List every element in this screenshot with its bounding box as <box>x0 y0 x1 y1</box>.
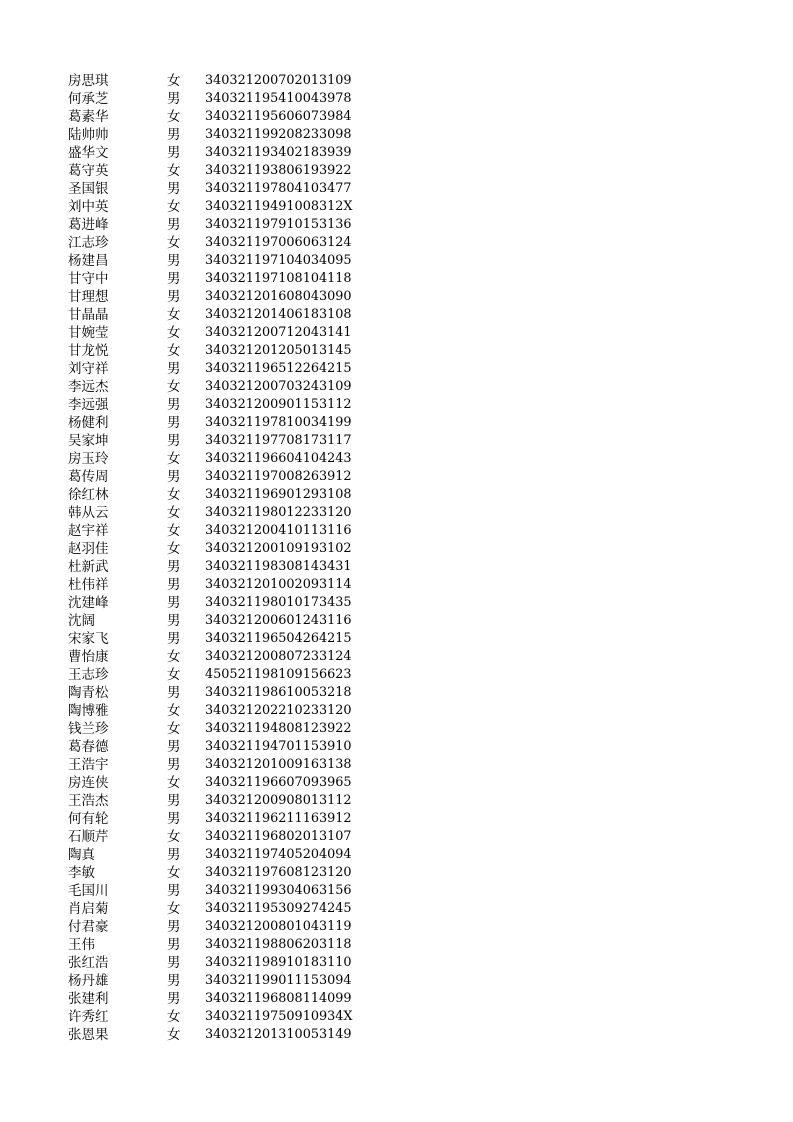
record-gender: 男 <box>167 919 181 935</box>
record-gender: 男 <box>167 91 181 107</box>
record-row <box>0 720 793 738</box>
record-id-number: 340321200702013109 <box>205 73 352 88</box>
record-id-number: 340321198806203118 <box>205 937 352 952</box>
record-row <box>0 666 793 684</box>
record-row <box>0 72 793 90</box>
record-gender: 男 <box>167 847 181 863</box>
record-id-number: 340321196808114099 <box>205 991 352 1006</box>
record-name: 圣国银 <box>68 181 109 197</box>
record-gender: 女 <box>167 505 181 521</box>
record-gender: 男 <box>167 433 181 449</box>
record-id-number: 340321201608043090 <box>205 289 352 304</box>
record-gender: 女 <box>167 199 181 215</box>
record-gender: 男 <box>167 145 181 161</box>
record-gender: 男 <box>167 757 181 773</box>
record-name: 吴家坤 <box>68 433 109 449</box>
record-gender: 男 <box>167 937 181 953</box>
record-row <box>0 882 793 900</box>
record-id-number: 340321199304063156 <box>205 883 352 898</box>
record-name: 何有轮 <box>68 811 109 827</box>
record-gender: 男 <box>167 883 181 899</box>
record-id-number: 340321200601243116 <box>205 613 352 628</box>
record-gender: 男 <box>167 991 181 1007</box>
record-name: 葛守英 <box>68 163 109 179</box>
record-name: 钱兰珍 <box>68 721 109 737</box>
record-name: 王浩杰 <box>68 793 109 809</box>
record-row <box>0 1008 793 1026</box>
record-id-number: 340321200908013112 <box>205 793 352 808</box>
record-gender: 女 <box>167 523 181 539</box>
record-id-number: 340321197405204094 <box>205 847 352 862</box>
record-row <box>0 792 793 810</box>
record-id-number: 340321198012233120 <box>205 505 352 520</box>
record-name: 房玉玲 <box>68 451 109 467</box>
record-row <box>0 972 793 990</box>
record-gender: 女 <box>167 901 181 917</box>
record-row <box>0 774 793 792</box>
record-row <box>0 108 793 126</box>
record-row <box>0 432 793 450</box>
record-gender: 男 <box>167 739 181 755</box>
record-name: 江志珍 <box>68 235 109 251</box>
records-table <box>0 72 793 1044</box>
record-id-number: 340321195606073984 <box>205 109 352 124</box>
record-name: 盛华文 <box>68 145 109 161</box>
record-gender: 男 <box>167 397 181 413</box>
record-row <box>0 684 793 702</box>
record-row <box>0 198 793 216</box>
record-gender: 女 <box>167 667 181 683</box>
record-name: 沈阔 <box>68 613 95 629</box>
record-row <box>0 144 793 162</box>
record-row <box>0 324 793 342</box>
record-gender: 女 <box>167 73 181 89</box>
record-name: 葛传周 <box>68 469 109 485</box>
record-row <box>0 846 793 864</box>
record-row <box>0 126 793 144</box>
record-gender: 女 <box>167 379 181 395</box>
record-id-number: 340321194701153910 <box>205 739 352 754</box>
record-name: 杨丹雄 <box>68 973 109 989</box>
record-row <box>0 828 793 846</box>
record-id-number: 340321198610053218 <box>205 685 352 700</box>
record-name: 甘龙悦 <box>68 343 109 359</box>
record-id-number: 340321200410113116 <box>205 523 352 538</box>
record-name: 葛进峰 <box>68 217 109 233</box>
record-name: 毛国川 <box>68 883 109 899</box>
record-gender: 女 <box>167 343 181 359</box>
record-name: 陶真 <box>68 847 95 863</box>
record-id-number: 340321202210233120 <box>205 703 352 718</box>
record-gender: 男 <box>167 973 181 989</box>
record-row <box>0 468 793 486</box>
record-name: 沈建峰 <box>68 595 109 611</box>
record-id-number: 340321197008263912 <box>205 469 352 484</box>
record-name: 甘理想 <box>68 289 109 305</box>
record-name: 赵宇祥 <box>68 523 109 539</box>
record-row <box>0 630 793 648</box>
record-id-number: 340321196802013107 <box>205 829 352 844</box>
record-id-number: 340321197810034199 <box>205 415 352 430</box>
record-row <box>0 756 793 774</box>
record-id-number: 340321201009163138 <box>205 757 352 772</box>
record-id-number: 340321198308143431 <box>205 559 352 574</box>
record-id-number: 340321200807233124 <box>205 649 352 664</box>
record-name: 王伟 <box>68 937 95 953</box>
record-gender: 男 <box>167 469 181 485</box>
record-name: 曹怡康 <box>68 649 109 665</box>
record-name: 葛素华 <box>68 109 109 125</box>
record-row <box>0 864 793 882</box>
record-name: 何承芝 <box>68 91 109 107</box>
record-name: 房连侠 <box>68 775 109 791</box>
record-id-number: 340321197608123120 <box>205 865 352 880</box>
record-id-number: 340321196512264215 <box>205 361 352 376</box>
record-name: 杨健利 <box>68 415 109 431</box>
record-name: 房思琪 <box>68 73 109 89</box>
record-row <box>0 486 793 504</box>
record-row <box>0 810 793 828</box>
record-gender: 女 <box>167 721 181 737</box>
record-name: 徐红林 <box>68 487 109 503</box>
record-id-number: 340321194808123922 <box>205 721 352 736</box>
record-name: 宋家飞 <box>68 631 109 647</box>
record-name: 甘婉莹 <box>68 325 109 341</box>
record-row <box>0 594 793 612</box>
record-id-number: 340321197804103477 <box>205 181 352 196</box>
record-id-number: 340321197104034095 <box>205 253 352 268</box>
record-row <box>0 738 793 756</box>
record-name: 赵羽佳 <box>68 541 109 557</box>
record-row <box>0 162 793 180</box>
record-name: 李敏 <box>68 865 95 881</box>
record-gender: 女 <box>167 829 181 845</box>
record-id-number: 340321200712043141 <box>205 325 352 340</box>
record-gender: 女 <box>167 163 181 179</box>
record-name: 张恩果 <box>68 1027 109 1043</box>
record-gender: 男 <box>167 361 181 377</box>
record-id-number: 340321200901153112 <box>205 397 352 412</box>
record-name: 李远杰 <box>68 379 109 395</box>
record-id-number: 340321200801043119 <box>205 919 352 934</box>
record-row <box>0 234 793 252</box>
record-id-number: 340321200109193102 <box>205 541 352 556</box>
record-name: 陆帅帅 <box>68 127 109 143</box>
record-id-number: 340321201002093114 <box>205 577 352 592</box>
record-row <box>0 288 793 306</box>
record-name: 肖启菊 <box>68 901 109 917</box>
record-gender: 女 <box>167 487 181 503</box>
record-name: 杨建昌 <box>68 253 109 269</box>
record-gender: 男 <box>167 685 181 701</box>
record-id-number: 340321193806193922 <box>205 163 352 178</box>
record-row <box>0 180 793 198</box>
record-row <box>0 450 793 468</box>
record-row <box>0 342 793 360</box>
record-name: 李远强 <box>68 397 109 413</box>
record-row <box>0 648 793 666</box>
record-id-number: 450521198109156623 <box>205 667 352 682</box>
record-id-number: 340321201406183108 <box>205 307 352 322</box>
record-id-number: 340321197708173117 <box>205 433 352 448</box>
record-gender: 男 <box>167 577 181 593</box>
record-name: 甘晶晶 <box>68 307 109 323</box>
record-row <box>0 558 793 576</box>
record-name: 王志珍 <box>68 667 109 683</box>
record-gender: 男 <box>167 289 181 305</box>
record-id-number: 340321195309274245 <box>205 901 352 916</box>
record-gender: 女 <box>167 865 181 881</box>
record-name: 杜伟祥 <box>68 577 109 593</box>
record-gender: 女 <box>167 703 181 719</box>
record-row <box>0 540 793 558</box>
record-id-number: 340321198910183110 <box>205 955 352 970</box>
record-gender: 女 <box>167 649 181 665</box>
record-row <box>0 702 793 720</box>
record-id-number: 340321199011153094 <box>205 973 352 988</box>
record-id-number: 340321197006063124 <box>205 235 352 250</box>
record-row <box>0 918 793 936</box>
record-name: 甘守中 <box>68 271 109 287</box>
record-name: 付君豪 <box>68 919 109 935</box>
record-id-number: 34032119491008312X <box>205 199 353 214</box>
record-name: 韩从云 <box>68 505 109 521</box>
record-name: 陶博雅 <box>68 703 109 719</box>
record-name: 刘守祥 <box>68 361 109 377</box>
record-row <box>0 252 793 270</box>
record-gender: 女 <box>167 1027 181 1043</box>
record-gender: 男 <box>167 127 181 143</box>
record-gender: 男 <box>167 595 181 611</box>
record-gender: 男 <box>167 415 181 431</box>
record-gender: 女 <box>167 1009 181 1025</box>
record-gender: 男 <box>167 811 181 827</box>
record-id-number: 340321201310053149 <box>205 1027 352 1042</box>
record-row <box>0 396 793 414</box>
record-id-number: 340321197910153136 <box>205 217 352 232</box>
record-gender: 男 <box>167 613 181 629</box>
record-gender: 男 <box>167 559 181 575</box>
record-row <box>0 270 793 288</box>
record-id-number: 340321196504264215 <box>205 631 352 646</box>
record-name: 陶青松 <box>68 685 109 701</box>
record-name: 葛春德 <box>68 739 109 755</box>
record-row <box>0 900 793 918</box>
record-row <box>0 936 793 954</box>
record-gender: 男 <box>167 631 181 647</box>
record-gender: 男 <box>167 793 181 809</box>
record-row <box>0 414 793 432</box>
record-id-number: 340321196604104243 <box>205 451 352 466</box>
record-gender: 男 <box>167 253 181 269</box>
record-row <box>0 216 793 234</box>
record-name: 王浩宇 <box>68 757 109 773</box>
record-row <box>0 1026 793 1044</box>
record-id-number: 340321196901293108 <box>205 487 352 502</box>
record-gender: 女 <box>167 325 181 341</box>
record-gender: 男 <box>167 955 181 971</box>
record-row <box>0 612 793 630</box>
record-id-number: 340321201205013145 <box>205 343 352 358</box>
record-row <box>0 990 793 1008</box>
record-id-number: 340321198010173435 <box>205 595 352 610</box>
record-gender: 女 <box>167 109 181 125</box>
record-name: 张红浩 <box>68 955 109 971</box>
record-name: 杜新武 <box>68 559 109 575</box>
record-id-number: 340321199208233098 <box>205 127 352 142</box>
record-row <box>0 90 793 108</box>
record-name: 许秀红 <box>68 1009 109 1025</box>
record-gender: 男 <box>167 217 181 233</box>
record-name: 石顺芹 <box>68 829 109 845</box>
record-gender: 男 <box>167 181 181 197</box>
record-name: 刘中英 <box>68 199 109 215</box>
record-gender: 女 <box>167 307 181 323</box>
record-gender: 女 <box>167 541 181 557</box>
record-id-number: 340321195410043978 <box>205 91 352 106</box>
record-gender: 女 <box>167 451 181 467</box>
record-row <box>0 954 793 972</box>
record-row <box>0 360 793 378</box>
record-gender: 女 <box>167 775 181 791</box>
record-id-number: 340321196211163912 <box>205 811 352 826</box>
record-id-number: 340321200703243109 <box>205 379 352 394</box>
record-row <box>0 522 793 540</box>
record-row <box>0 306 793 324</box>
record-name: 张建利 <box>68 991 109 1007</box>
record-id-number: 340321197108104118 <box>205 271 352 286</box>
record-id-number: 340321196607093965 <box>205 775 352 790</box>
record-id-number: 34032119750910934X <box>205 1009 353 1024</box>
record-gender: 男 <box>167 271 181 287</box>
record-row <box>0 504 793 522</box>
record-id-number: 340321193402183939 <box>205 145 352 160</box>
record-gender: 女 <box>167 235 181 251</box>
record-row <box>0 378 793 396</box>
record-row <box>0 576 793 594</box>
